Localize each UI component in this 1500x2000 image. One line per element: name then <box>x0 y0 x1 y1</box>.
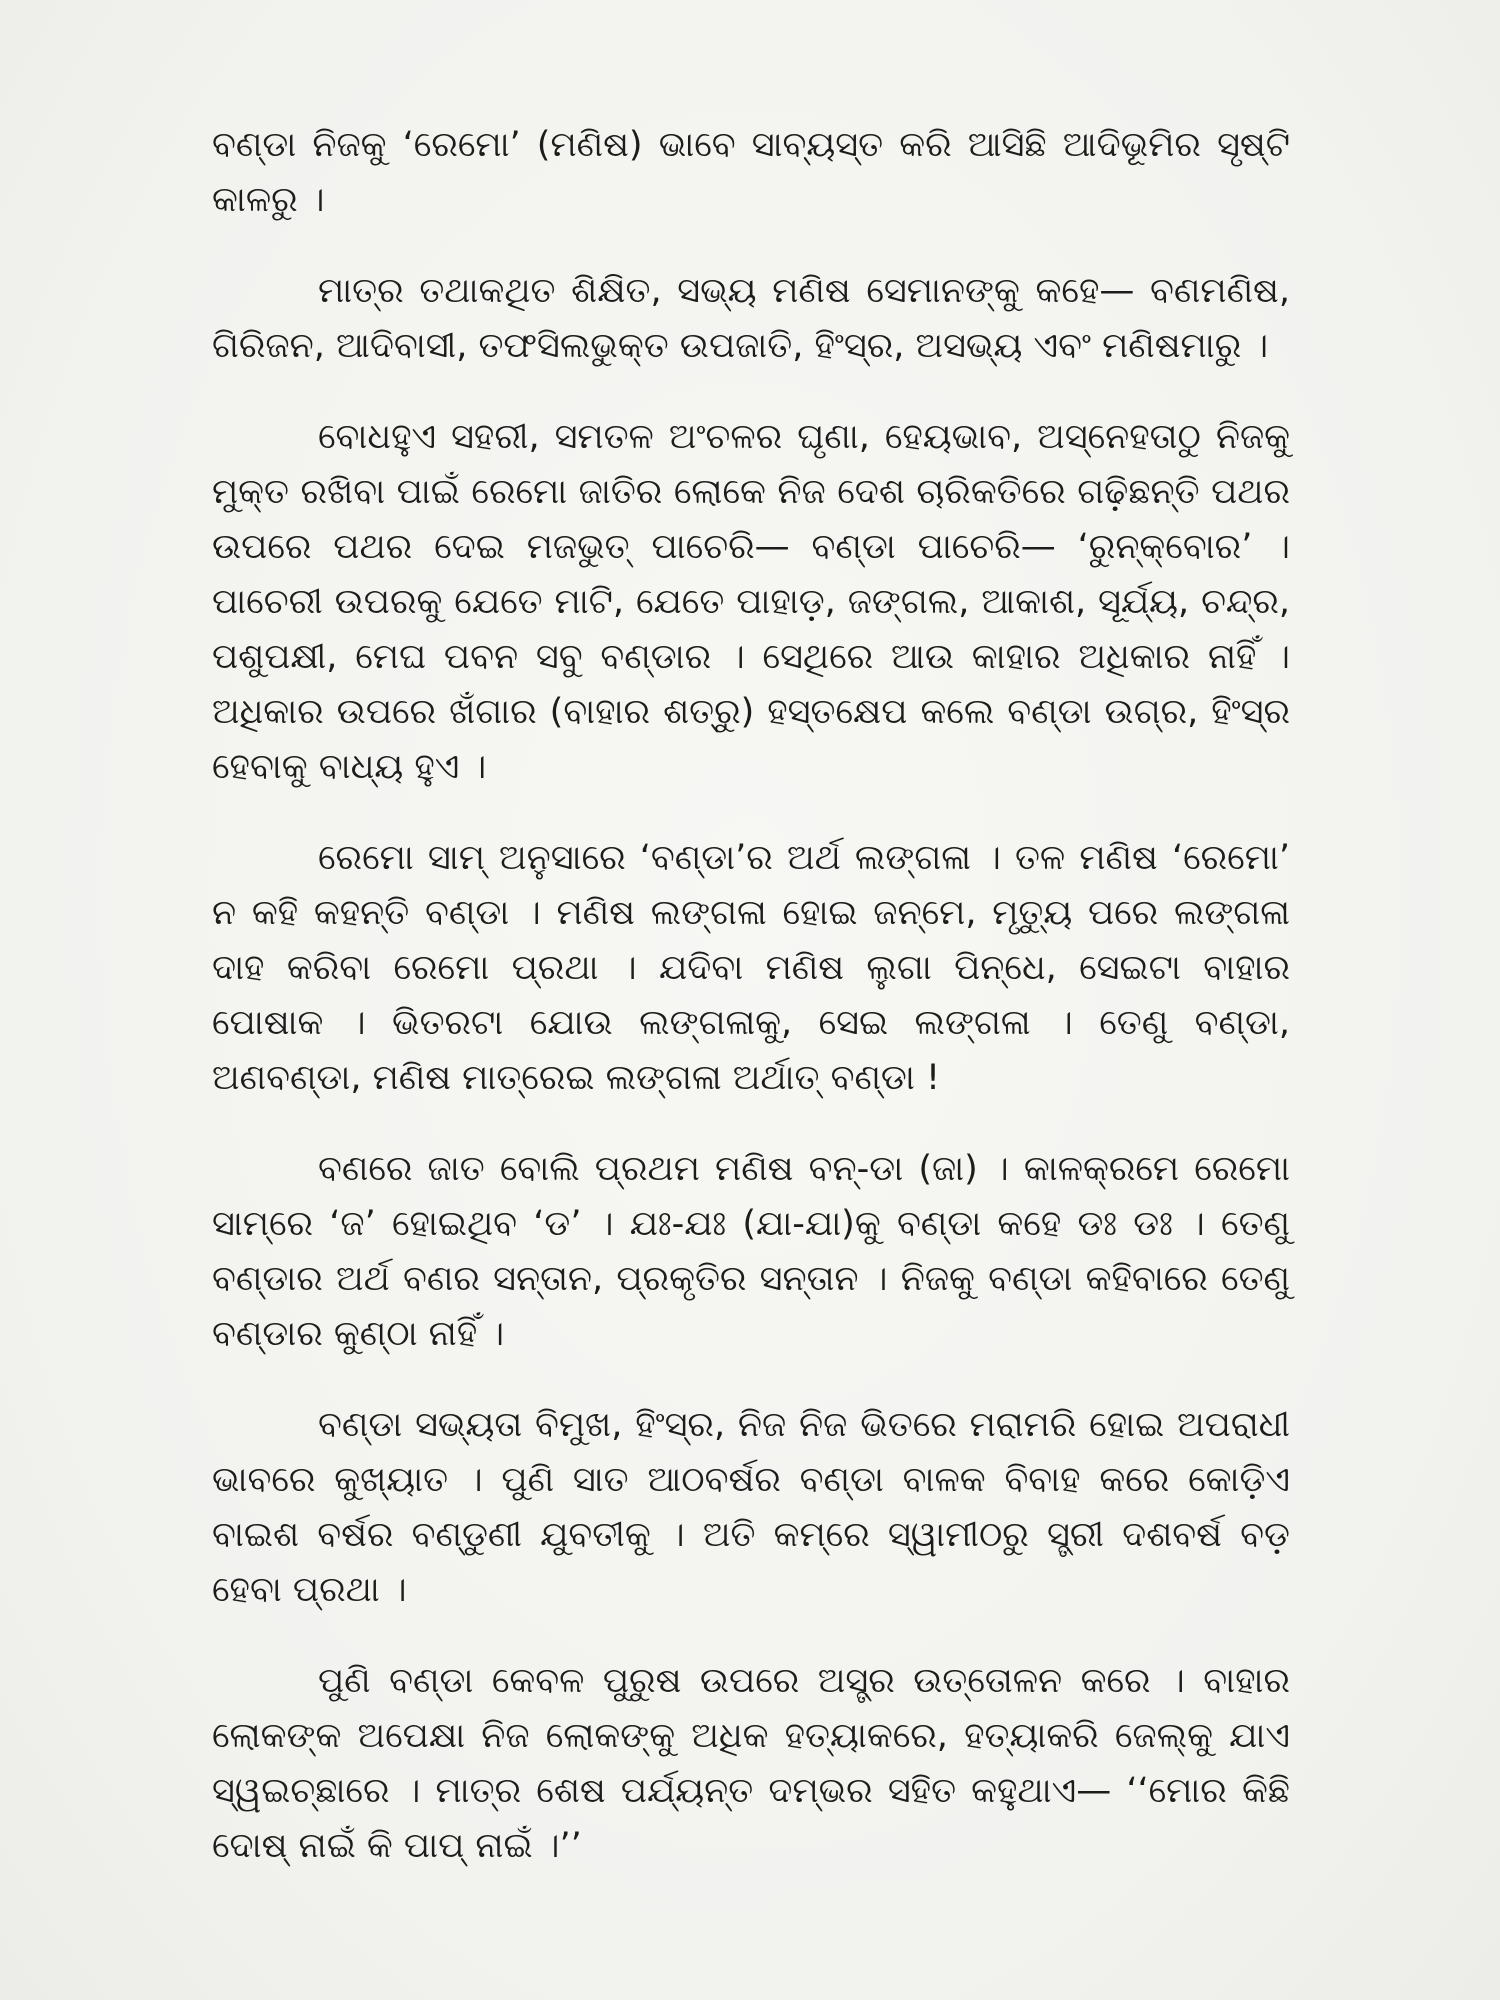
paragraph-6: ବଣ୍ଡା ସଭ୍ୟତା ବିମୁଖ, ହିଂସ୍ର, ନିଜ ନିଜ ଭିତରେ ମରାମରି ହୋଇ ଅପରାଧୀ ଭାବରେ କୁଖ୍ୟାତ । ପୁଣି ସାତ ଆଠବର୍ଷର ବଣ୍ଡା ବାଳକ ବିବାହ କରେ କୋଡ଼ିଏ ବାଇଶ ବର୍ଷର ବଣ୍ଡୁଣୀ ଯୁବତୀକୁ । ଅତି କମ୍‌ରେ ସ୍ୱାମୀଠରୁ ସ୍ତ୍ରୀ ଦଶବର୍ଷ ବଡ଼ ହେବା ପ୍ରଥା । <box>212 1405 1290 1610</box>
paragraph-5: ବଣରେ ଜାତ ବୋଲି ପ୍ରଥମ ମଣିଷ ବନ୍-ଡା (ଜା) । କାଳକ୍ରମେ ରେମୋ ସାମ୍‌ରେ ‘ଜ’ ହୋଇଥିବ ‘ଡ’ । ଯଃ-ଯଃ (ଯା-ଯା)କୁ ବଣ୍ଡା କହେ ଡଃ ଡଃ । ତେଣୁ ବଣ୍ଡାର ଅର୍ଥ ବଣର ସନ୍ତାନ, ପ୍ରକୃତିର ସନ୍ତାନ । ନିଜକୁ ବଣ୍ଡା କହିବାରେ ତେଣୁ ବଣ୍ଡାର କୁଣ୍ଠା ନାହିଁ । <box>212 1149 1290 1354</box>
paragraph-7: ପୁଣି ବଣ୍ଡା କେବଳ ପୁରୁଷ ଉପରେ ଅସ୍ତ୍ର ଉତ୍ତୋଳନ କରେ । ବାହାର ଲୋକଙ୍କ ଅପେକ୍ଷା ନିଜ ଲୋକଙ୍କୁ ଅଧିକ ହତ୍ୟାକରେ, ହତ୍ୟାକରି ଜେଲ୍‌କୁ ଯାଏ ସ୍ୱଇଚ୍ଛାରେ । ମାତ୍ର ଶେଷ ପର୍ଯ୍ୟନ୍ତ ଦମ୍ଭର ସହିତ କହୁଥାଏ— ‘‘ମୋର କିଛି ଦୋଷ୍ ନାଇଁ କି ପାପ୍ ନାଇଁ ।’’ <box>212 1661 1290 1866</box>
paragraph-4: ରେମୋ ସାମ୍ ଅନୁସାରେ ‘ବଣ୍ଡା’ର ଅର୍ଥ ଲଙ୍ଗଳା । ତଳ ମଣିଷ ‘ରେମୋ’ ନ କହି କହନ୍ତି ବଣ୍ଡା । ମଣିଷ ଲଙ୍ଗଳା ହୋଇ ଜନ୍ମେ, ମୃତ୍ୟୁ ପରେ ଲଙ୍ଗଳା ଦାହ କରିବା ରେମୋ ପ୍ରଥା । ଯଦିବା ମଣିଷ ଲୁଗା ପିନ୍ଧେ, ସେଇଟା ବାହାର ପୋଷାକ । ଭିତରଟା ଯୋଉ ଲଙ୍ଗଳାକୁ, ସେଇ ଲଙ୍ଗଳା । ତେଣୁ ବଣ୍ଡା, ଅଣବଣ୍ଡା, ମଣିଷ ମାତ୍ରେଇ ଲଙ୍ଗଳା ଅର୍ଥାତ୍ ବଣ୍ଡା ! <box>212 838 1290 1098</box>
paragraph-2: ମାତ୍ର ତଥାକଥିତ ଶିକ୍ଷିତ, ସଭ୍ୟ ମଣିଷ ସେମାନଙ୍କୁ କହେ— ବଣମଣିଷ, ଗିରିଜନ, ଆଦିବାସୀ, ତଫସିଲଭୁକ୍ତ ଉପଜାତି, ହିଂସ୍ର, ଅସଭ୍ୟ ଏବଂ ମଣିଷମାରୁ । <box>212 271 1290 366</box>
paragraph-1: ବଣ୍ଡା ନିଜକୁ ‘ରେମୋ’ (ମଣିଷ) ଭାବେ ସାବ୍ୟସ୍ତ କରି ଆସିଛି ଆଦିଭୂମିର ସୃଷ୍ଟି କାଳରୁ । <box>212 125 1290 220</box>
paragraph-3: ବୋଧହୁଏ ସହରୀ, ସମତଳ ଅଂଚଳର ଘୃଣା, ହେୟଭାବ, ଅସ୍ନେହତାଠୁ ନିଜକୁ ମୁକ୍ତ ରଖିବା ପାଇଁ ରେମୋ ଜାତିର ଲୋକେ ନିଜ ଦେଶ ଚାରିକତିରେ ଗଢ଼ିଛନ୍ତି ପଥର ଉପରେ ପଥର ଦେଇ ମଜଭୁତ୍ ପାଚେରି— ବଣ୍ଡା ପାଚେରି— ‘ରୁନ୍କ୍‌ବୋର’ । ପାଚେରୀ ଉପରକୁ ଯେତେ ମାଟି, ଯେତେ ପାହାଡ଼, ଜଙ୍ଗଲ, ଆକାଶ, ସୂର୍ଯ୍ୟ, ଚନ୍ଦ୍ର, ପଶୁପକ୍ଷୀ, ମେଘ ପବନ ସବୁ ବଣ୍ଡାର । ସେଥିରେ ଆଉ କାହାର ଅଧିକାର ନାହିଁ । ଅଧିକାର ଉପରେ ଖଁଗାର (ବାହାର ଶତ୍ରୁ) ହସ୍ତକ୍ଷେପ କଲେ ବଣ୍ଡା ଉଗ୍ର, ହିଂସ୍ର ହେବାକୁ ବାଧ୍ୟ ହୁଏ । <box>212 417 1290 787</box>
page-body-text <box>212 118 1290 1910</box>
